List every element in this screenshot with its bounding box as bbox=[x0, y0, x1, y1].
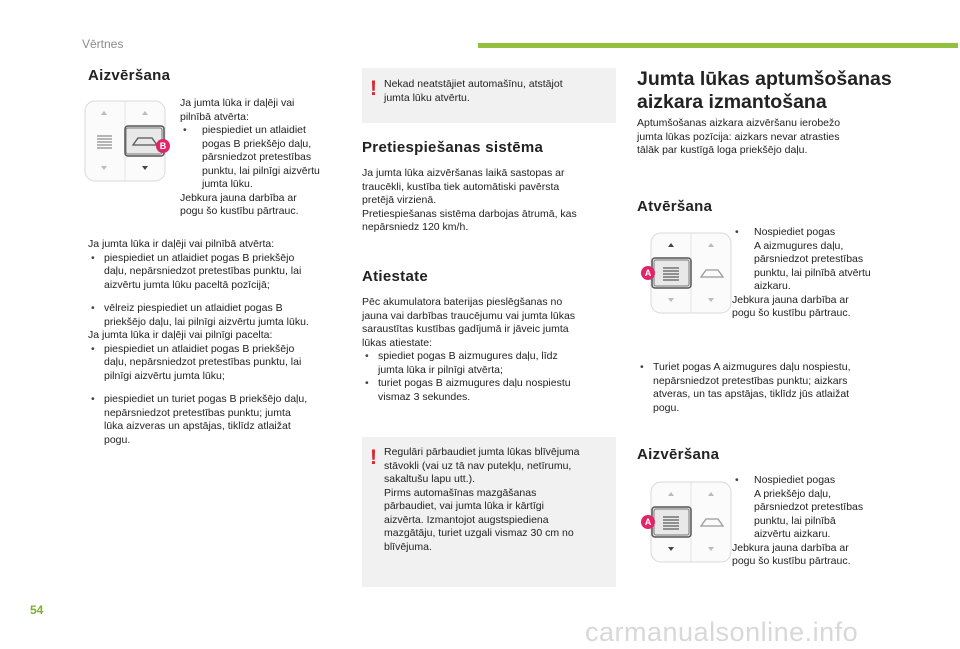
close-bullet: • Nospiediet pogas A priekšējo daļu, pārsniedzot pretestības punktu, lai pilnībā aizvērtu aizkaru. bbox=[732, 474, 892, 542]
col1-title: Aizvēršana bbox=[88, 67, 171, 84]
roof-switch-panel-a-open bbox=[640, 232, 732, 314]
close-title: Aizvēršana bbox=[637, 446, 720, 463]
col1-intro-block: Ja jumta lūka ir daļēji vai pilnībā atvērta: • piespiediet un atlaidiet pogas B priekšējo daļu, pārsniedzot pretestības punktu, lai pilnīgi aizvērtu jumta lūku. Jebkura jauna darbība ar pogu šo kustību pārtrauc. bbox=[180, 97, 340, 219]
open-block: • Nospiediet pogas A aizmugures daļu, pārsniedzot pretestības punktu, lai pilnībā atvērtu aizkaru. Jebkura jauna darbība ar pogu šo kustību pārtrauc. bbox=[732, 226, 892, 321]
section-reset-title: Atiestate bbox=[362, 268, 429, 285]
section-anti-pinch-title: Pretiespiešanas sistēma bbox=[362, 139, 544, 156]
page-number: 54 bbox=[30, 603, 44, 617]
col3-intro: Aptumšošanas aizkara aizvēršanu ierobežo jumta lūkas pozīcija: aizkars nevar atrasties tālāk par kustīgā loga priekšējo daļu. bbox=[637, 117, 841, 156]
turn-block bbox=[637, 361, 899, 415]
close-block: • Nospiediet pogas A priekšējo daļu, pārsniedzot pretestības punktu, lai pilnībā aizvērtu aizkaru. Jebkura jauna darbība ar pogu šo kustību pārtrauc. bbox=[732, 474, 892, 569]
open-title: Atvēršana bbox=[637, 198, 713, 215]
col1-bullet4: • piespiediet un atlaidiet pogas B priekšējo daļu, nepārsniedzot pretestības punktu, lai pilnīgi aizvērtu jumta lūku; bbox=[88, 343, 350, 384]
open-bullet: • Nospiediet pogas A aizmugures daļu, pārsniedzot pretestības punktu, lai pilnībā atvērtu aizkaru. bbox=[732, 226, 892, 294]
col1-body: Ja jumta lūka ir daļēji vai pilnībā atvērta: • piespiediet un atlaidiet pogas B priekšējo daļu, nepārsniedzot pretestības punktu, lai aizvērtu jumta lūku paceltā pozīcijā; • vēlreiz piespiediet un atlaidiet pogas B priekšējo daļu, lai pilnīgi aizvērtu jumta lūku. Ja jumta lūka ir daļēji vai pilnīgi pacelta: • piespiediet un atlaidiet pogas B priekšējo daļu, nepārsniedzot pretestības punktu, lai pilnīgi aizvērtu jumta lūku; • piespiediet un turiet pogas B priekšējo daļu, nepārsniedzot pretestības punktu; jumta lūka aizveras un apstājas, tiklīdz atlaižat pogu. bbox=[88, 238, 350, 447]
callout-b: B bbox=[156, 139, 170, 153]
col3-title: Jumta lūkas aptumšošanas aizkara izmantošana bbox=[637, 68, 892, 113]
reset-bullet1: • spiediet pogas B aizmugures daļu, līdz jumta lūka ir pilnīgi atvērta; bbox=[362, 350, 616, 377]
section-header: Vērtnes bbox=[82, 37, 124, 51]
warning-icon: ! bbox=[370, 77, 377, 100]
anti-pinch-text: Ja jumta lūka aizvēršanas laikā sastopas ar traucēkli, kustība tiek automātiski pavērsta pretējā virzienā. Pretiespiešanas sistēma darbojas ātrumā, kas nepārsniedz 120 km/h. bbox=[362, 167, 577, 233]
turn-bullet: • Turiet pogas A aizmugures daļu nospiestu, nepārsniedzot pretestības punktu; aizkars atveras, un tas apstājas, tiklīdz jūs atlaižat pogu. bbox=[637, 361, 899, 415]
col1-bullet3: • vēlreiz piespiediet un atlaidiet pogas B priekšējo daļu, lai pilnīgi aizvērtu jumta lūku. bbox=[88, 302, 350, 329]
reset-text: Pēc akumulatora baterijas pieslēgšanas no jauna vai darbības traucējumu vai jumta lūkas saraustītas kustības gadījumā ir jāveic jumta lūkas atiestate: • spiediet pogas B aizmugures daļu, līdz jumta lūka ir pilnīgi atvērta; • turiet pogas B aizmugures daļu nospiestu vismaz 3 sekundes. bbox=[362, 296, 616, 404]
col1-bullet2: • piespiediet un atlaidiet pogas B priekšējo daļu, nepārsniedzot pretestības punktu, lai aizvērtu jumta lūku paceltā pozīcijā; bbox=[88, 252, 350, 293]
callout-a-2: A bbox=[641, 515, 655, 529]
warning-box-2: ! Regulāri pārbaudiet jumta lūkas blīvējuma stāvokli (vai uz tā nav putekļu, netīrumu, sakaltušu lapu utt.). Pirms automašīnas mazgāšanas pārbaudiet, vai jumta lūka ir kārtīgi aizvērta. Izmantojot augstspiediena mazgātāju, turiet uzgali vismaz 30 cm no blīvējuma. bbox=[362, 437, 616, 587]
roof-switch-panel-b bbox=[84, 100, 178, 182]
roof-switch-panel-a-close bbox=[640, 481, 732, 563]
col1-bullet5: • piespiediet un turiet pogas B priekšējo daļu, nepārsniedzot pretestības punktu; jumta lūka aizveras un apstājas, tiklīdz atlaižat pogu. bbox=[88, 393, 350, 447]
warning-icon-2: ! bbox=[370, 446, 377, 469]
reset-bullet2: • turiet pogas B aizmugures daļu nospiestu vismaz 3 sekundes. bbox=[362, 377, 616, 404]
callout-a: A bbox=[641, 266, 655, 280]
header-accent-bar bbox=[478, 43, 958, 48]
watermark: carmanualsonline.info bbox=[585, 617, 859, 647]
col1-bullet1: • piespiediet un atlaidiet pogas B priekšējo daļu, pārsniedzot pretestības punktu, lai pilnīgi aizvērtu jumta lūku. bbox=[180, 124, 340, 192]
warning-box-1: ! Nekad neatstājiet automašīnu, atstājot jumta lūku atvērtu. bbox=[362, 68, 616, 123]
